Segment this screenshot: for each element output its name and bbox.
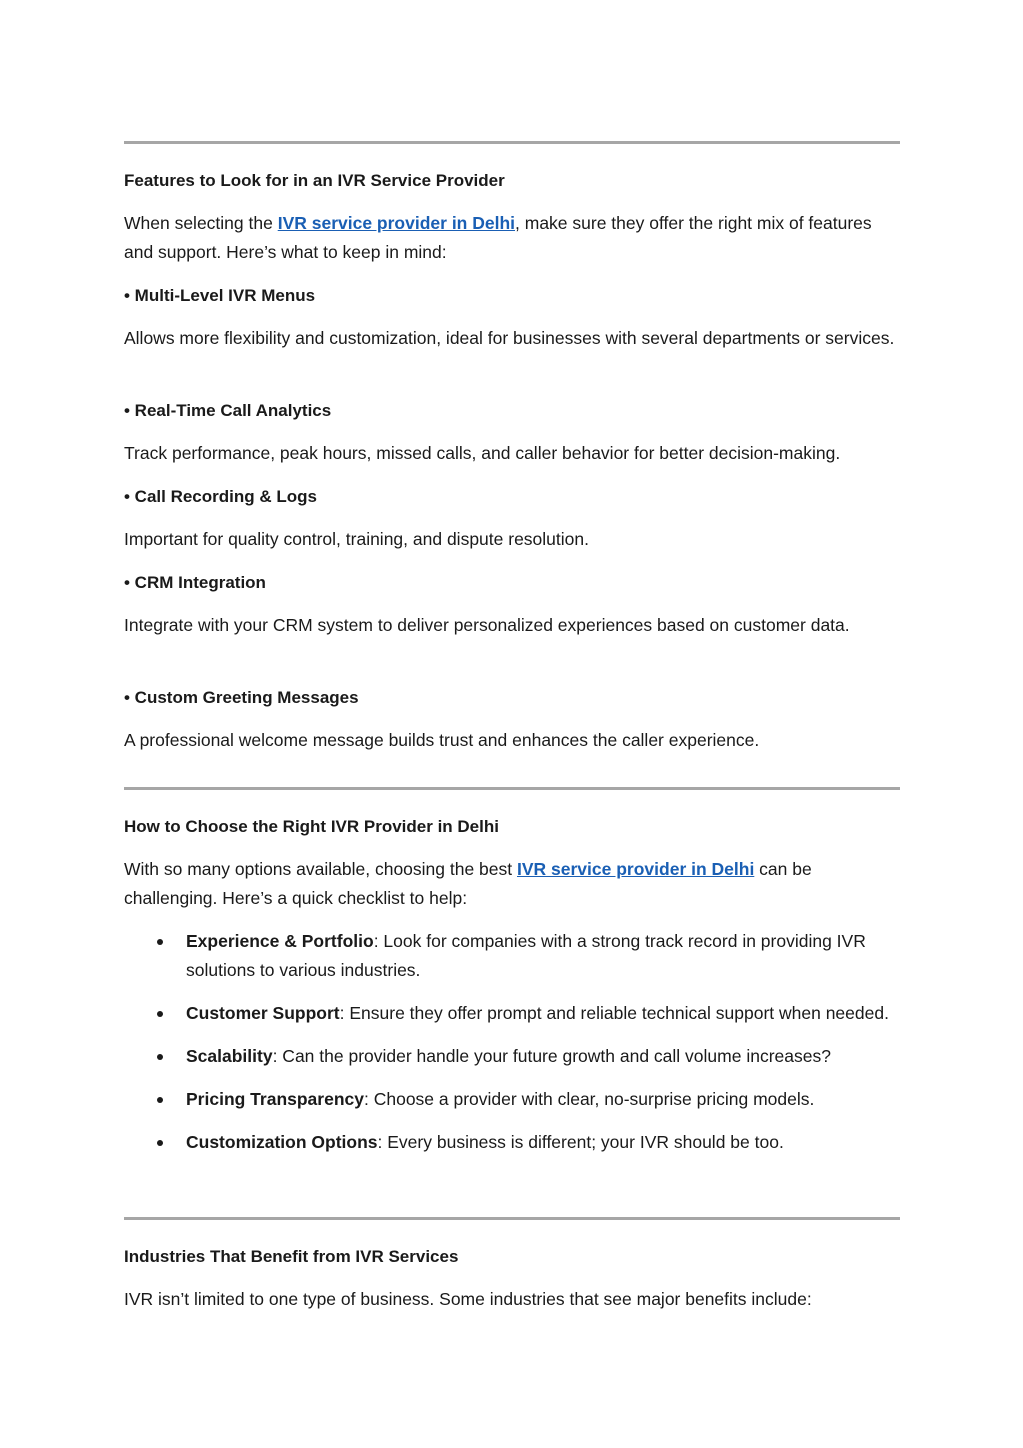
section-intro: IVR isn’t limited to one type of business. Some industries that see major benefits include: (124, 1289, 812, 1309)
section-intro (124, 855, 900, 913)
divider (124, 787, 900, 790)
checklist (124, 927, 900, 1157)
section-intro (124, 209, 900, 267)
feature-title: • Multi-Level IVR Menus (124, 286, 316, 305)
bullet-icon (157, 939, 163, 945)
feature-title: • Real-Time Call Analytics (124, 401, 332, 420)
feature-description: Track performance, peak hours, missed calls, and caller behavior for better decision-making. (124, 443, 841, 463)
feature-title: • Custom Greeting Messages (124, 688, 359, 707)
checklist-term: Pricing Transparency (186, 1089, 364, 1109)
ivr-provider-link[interactable]: IVR service provider in Delhi (277, 213, 516, 233)
feature-title: • CRM Integration (124, 573, 266, 592)
checklist-text: : Choose a provider with clear, no-surprise pricing models. (364, 1089, 815, 1109)
checklist-item (124, 1085, 900, 1114)
checklist-term: Scalability (186, 1046, 273, 1066)
checklist-item (124, 1128, 900, 1157)
checklist-text: : Ensure they offer prompt and reliable technical support when needed. (339, 1003, 889, 1023)
intro-text: With so many options available, choosing the best (124, 859, 517, 879)
checklist-text: : Can the provider handle your future growth and call volume increases? (272, 1046, 831, 1066)
intro-text: , make sure they offer the right mix of features and support. Here’s what to keep in mind: (124, 213, 872, 262)
bullet-icon (157, 1011, 163, 1017)
checklist-term: Experience & Portfolio (186, 931, 374, 951)
checklist-text: : Every business is different; your IVR should be too. (377, 1132, 784, 1152)
checklist-term: Customer Support (186, 1003, 340, 1023)
section-heading: Industries That Benefit from IVR Services (124, 1247, 459, 1266)
feature-description: Allows more flexibility and customization, ideal for businesses with several departments or services. (124, 328, 895, 348)
ivr-provider-link[interactable]: IVR service provider in Delhi (517, 859, 755, 879)
feature-title: • Call Recording & Logs (124, 487, 317, 506)
intro-text: When selecting the (124, 213, 278, 233)
feature-description: Important for quality control, training, and dispute resolution. (124, 529, 589, 549)
checklist-item (124, 1042, 900, 1071)
divider (124, 141, 900, 144)
section-heading: How to Choose the Right IVR Provider in Delhi (124, 817, 499, 836)
checklist-text: : Look for companies with a strong track record in providing IVR solutions to various industries. (186, 931, 866, 980)
section-heading: Features to Look for in an IVR Service Provider (124, 171, 505, 190)
feature-description: A professional welcome message builds trust and enhances the caller experience. (124, 730, 760, 750)
checklist-term: Customization Options (186, 1132, 378, 1152)
divider (124, 1217, 900, 1220)
feature-description: Integrate with your CRM system to deliver personalized experiences based on customer data. (124, 615, 850, 635)
bullet-icon (157, 1097, 163, 1103)
bullet-icon (157, 1054, 163, 1060)
intro-text: can be challenging. Here’s a quick checklist to help: (124, 859, 812, 908)
checklist-item (124, 927, 900, 985)
checklist-item (124, 999, 900, 1028)
bullet-icon (157, 1140, 163, 1146)
